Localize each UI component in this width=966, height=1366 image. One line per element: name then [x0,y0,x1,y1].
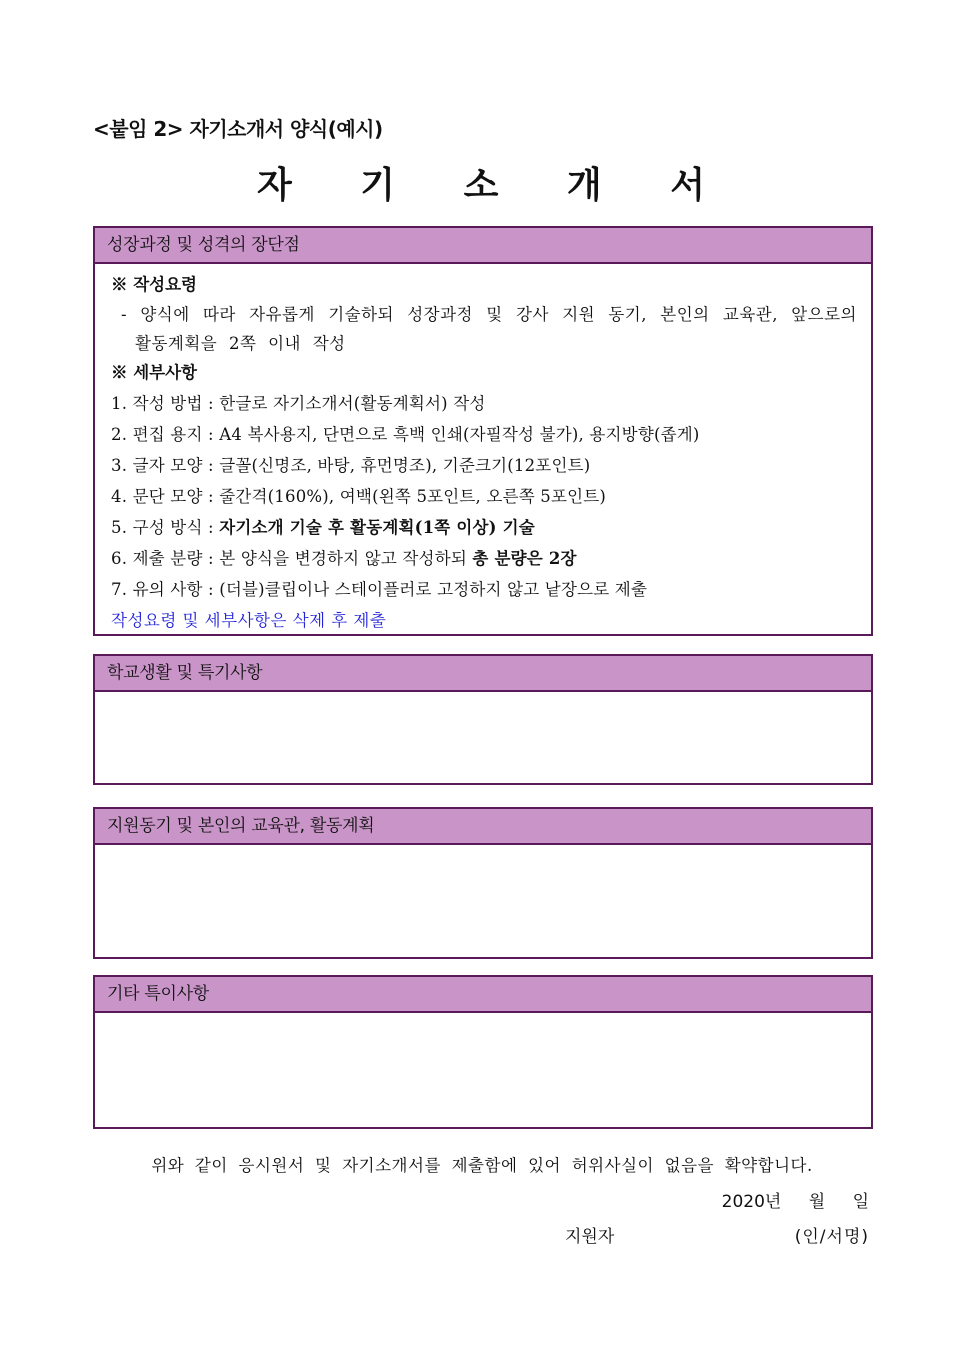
details-heading: ※ 세부사항 [111,363,198,382]
rule-item [111,481,857,512]
signer-label: 지원자 [565,1227,615,1247]
other-section-header: 기타 특이사항 [95,977,871,1013]
pledge-statement: 위와 같이 응시원서 및 자기소개서를 제출함에 있어 허위사실이 없음을 확약합니다. [151,1156,813,1175]
rule-item [111,543,857,574]
rule-label: 5. 구성 방식 : [111,518,220,537]
seal-label: (인/서명) [794,1227,869,1247]
rule-item [111,388,857,419]
rule-label: 7. 유의 사항 : [111,580,220,599]
date-line: 2020년 월 일 [721,1192,869,1212]
rule-text: A4 복사용지, 단면으로 흑백 인쇄(자필작성 불가), 용지방향(좁게) [219,425,700,444]
rule-text: (더블)클립이나 스테이플러로 고정하지 않고 낱장으로 제출 [219,580,648,599]
rule-label: 6. 제출 분량 : [111,549,220,568]
motivation-section [93,807,873,959]
growth-section [93,226,873,636]
rule-text: 한글로 자기소개서(활동계획서) 작성 [219,394,486,413]
other-section [93,975,873,1129]
guide-heading: ※ 작성요령 [111,275,198,294]
school-section [93,654,873,785]
growth-section-header: 성장과정 및 성격의 장단점 [95,228,871,264]
rule-text: 줄간격(160%), 여백(왼쪽 5포인트, 오른쪽 5포인트) [219,487,607,506]
guide-text: - 양식에 따라 자유롭게 기술하되 성장과정 및 강사 지원 동기, 본인의 교육관, 앞으로의 활동계획을 2쪽 이내 작성 [121,305,857,353]
blue-note: 작성요령 및 세부사항은 삭제 후 제출 [111,611,387,630]
rule-bold-text: 자기소개 기술 후 활동계획(1쪽 이상) 기술 [219,518,535,537]
rules-list [111,388,857,605]
rule-item [111,450,857,481]
rule-item [111,512,857,543]
rule-label: 3. 글자 모양 : [111,456,220,475]
motivation-section-header: 지원동기 및 본인의 교육관, 활동계획 [95,809,871,845]
growth-section-body[interactable] [95,264,871,636]
other-section-body[interactable] [95,1013,871,1125]
rule-item [111,574,857,605]
rule-label: 1. 작성 방법 : [111,394,220,413]
rule-text: 글꼴(신명조, 바탕, 휴먼명조), 기준크기(12포인트) [219,456,591,475]
document-title: 자 기 소 개 서 [256,164,707,206]
rule-label: 2. 편집 용지 : [111,425,220,444]
school-section-header: 학교생활 및 특기사항 [95,656,871,692]
attachment-title: <붙임 2> 자기소개서 양식(예시) [93,117,383,141]
school-section-body[interactable] [95,692,871,782]
motivation-section-body[interactable] [95,845,871,955]
rule-text: 본 양식을 변경하지 않고 작성하되 [219,549,473,568]
rule-label: 4. 문단 모양 : [111,487,220,506]
rule-bold-text: 총 분량은 2장 [472,549,577,568]
rule-item [111,419,857,450]
